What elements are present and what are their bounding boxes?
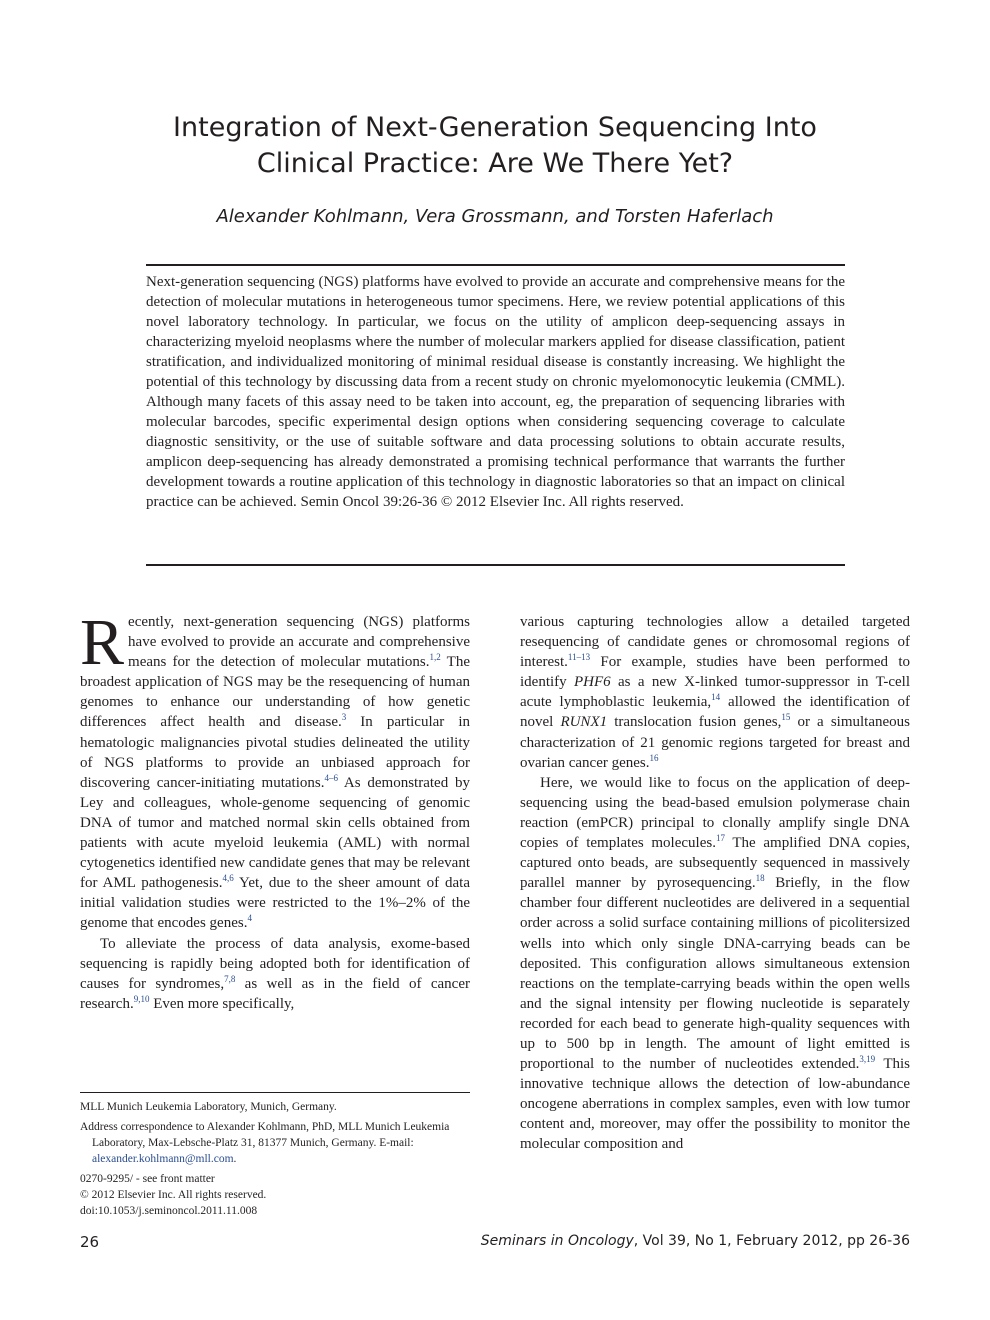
citation-ref[interactable]: 16 <box>649 752 659 763</box>
correspondence-text: Address correspondence to Alexander Kohlmann, PhD, MLL Munich Leukemia Laboratory, Max-Lebsche-Platz 31, 81377 Munich, Germany. E-mail: <box>80 1121 450 1149</box>
text-run: As demonstrated by Ley and colleagues, whole-genome sequencing of genomic DNA of tumor and matched normal skin cells obtained from patients with acute myeloid leukemia (AML) with normal cytogenetics identified new candidate genes that may be relevant for AML pathogenesis. <box>80 774 470 892</box>
citation-ref[interactable]: 4 <box>247 913 252 924</box>
text-run: various capturing technologies allow a detailed targeted resequencing of candidate genes or chromosomal regions of interest. <box>520 614 910 671</box>
abstract-citation: Semin Oncol 39:26-36 © 2012 Elsevier Inc. All rights reserved. <box>300 494 684 510</box>
footnotes <box>80 1099 470 1219</box>
drop-cap: R <box>80 606 125 679</box>
paragraph-exome <box>80 934 470 1014</box>
body-column-left <box>80 606 470 1014</box>
text-run: ecently, next-generation sequencing (NGS) platforms have evolved to provide an accurate and comprehensive means for the detection of molecular mutations. <box>128 614 470 671</box>
text-run: The broadest application of NGS may be the resequencing of human genomes to enhance our understanding of how genetic differences affect health and disease. <box>80 654 470 731</box>
citation-ref[interactable]: 7,8 <box>224 973 236 984</box>
issn: 0270-9295/ - see front matter <box>80 1173 215 1185</box>
text-run: Briefly, in the flow chamber four different nucleotides are delivered in a sequential order across a solid surface containing millions of picolitersized wells into which only single DNA-carrying beads can be deposited. This configuration allows simultaneous extension reactions on the template-carrying beads within the open wells and the signal intensity per flowing nucleotide is separately recorded for each bead to generate high-quality sequences with up to 500 bp in length. The amount of light emitted is proportional to the number of nucleotides extended. <box>520 875 910 1073</box>
text-run: In particular in hematologic malignancies pivotal studies delineated the utility of NGS platforms to provide an unbiased approach for discovering cancer-initiating mutations. <box>80 714 470 791</box>
page-number: 26 <box>80 1233 100 1251</box>
citation-ref[interactable]: 3 <box>341 712 347 723</box>
citation-ref[interactable]: 4,6 <box>222 873 234 884</box>
affiliation: MLL Munich Leukemia Laboratory, Munich, Germany. <box>80 1101 337 1113</box>
text-run: Yet, due to the sheer amount of data initial validation studies were restricted to the 1%–2% of the genome that encodes genes. <box>80 875 470 932</box>
paragraph-empcr <box>520 773 910 1155</box>
gene-name: RUNX1 <box>560 714 608 731</box>
gene-name: PHF6 <box>574 674 611 691</box>
citation-ref[interactable]: 1,2 <box>429 652 441 663</box>
text-run: This innovative technique allows the detection of low-abundance oncogene aberrations in complex samples, even with low tumor content and, moreover, may offer the possibility to monitor the molecular composition and <box>520 1056 910 1153</box>
citation-ref[interactable]: 11–13 <box>567 652 591 663</box>
paragraph-intro <box>80 606 470 934</box>
doi[interactable]: doi:10.1053/j.seminoncol.2011.11.008 <box>80 1205 258 1217</box>
citation-ref[interactable]: 3,19 <box>859 1054 876 1065</box>
text-run: To alleviate the process of data analysis, exome-based sequencing is rapidly being adopted both for identification of causes for syndromes, <box>80 935 470 992</box>
paragraph-capture <box>520 612 910 773</box>
abstract-top-rule <box>146 264 845 266</box>
title-line-2: Clinical Practice: Are We There Yet? <box>256 148 734 179</box>
body-column-right <box>520 612 910 1155</box>
journal-name: Seminars in Oncology <box>480 1233 634 1249</box>
running-footer <box>481 1233 910 1249</box>
article-title <box>80 110 910 182</box>
email-link[interactable]: alexander.kohlmann@mll.com <box>92 1153 234 1165</box>
correspondence-end: . <box>233 1153 237 1165</box>
citation-ref[interactable]: 14 <box>711 692 721 703</box>
text-run: or a simultaneous characterization of 21 genomic regions targeted for breast and ovarian cancer genes. <box>520 714 910 771</box>
copyright: © 2012 Elsevier Inc. All rights reserved. <box>80 1189 267 1201</box>
title-line-1: Integration of Next-Generation Sequencing Into <box>173 112 817 143</box>
citation-ref[interactable]: 4–6 <box>324 772 338 783</box>
citation-ref[interactable]: 15 <box>781 712 791 723</box>
citation-ref[interactable]: 9,10 <box>133 993 150 1004</box>
footnote-rule <box>80 1092 470 1093</box>
text-run: Even more specifically, <box>149 995 295 1012</box>
abstract <box>146 272 845 512</box>
author-list: Alexander Kohlmann, Vera Grossmann, and Torsten Haferlach <box>216 206 774 227</box>
text-run: as a new X-linked tumor-suppressor in T-cell acute lymphoblastic leukemia, <box>520 674 910 711</box>
text-run: allowed the identification of novel <box>520 694 911 731</box>
correspondence <box>80 1119 470 1167</box>
issue-info: , Vol 39, No 1, February 2012, pp 26-36 <box>633 1233 910 1249</box>
citation-ref[interactable]: 17 <box>715 833 725 844</box>
text-run: For example, studies have been performed to identify <box>520 654 910 691</box>
text-run: translocation fusion genes, <box>607 714 782 731</box>
abstract-bottom-rule <box>146 564 845 566</box>
text-run: Here, we would like to focus on the application of deep-sequencing using the bead-based emulsion polymerase chain reaction (emPCR) principal to clonally amplify single DNA copies of templates molecules. <box>520 774 910 852</box>
text-run: The amplified DNA copies, captured onto beads, are subsequently sequenced in massively parallel manner by pyrosequencing. <box>520 835 910 892</box>
citation-ref[interactable]: 18 <box>755 873 765 884</box>
abstract-text: Next-generation sequencing (NGS) platforms have evolved to provide an accurate and comprehensive means for the detection of molecular mutations in heterogeneous tumor specimens. Here, we review potential applications of this novel laboratory technology. In particular, we focus on the utility of amplicon deep-sequencing assays in characterizing myeloid neoplasms where the number of molecular markers applied for disease classification, patient stratification, and individualized monitoring of minimal residual disease is constantly increasing. We highlight the potential of this technology by discussing data from a recent study on chronic myelomonocytic leukemia (CMML). Although many facets of this assay need to be taken into account, eg, the preparation of sequencing libraries with molecular barcodes, specific experimental design options when considering sequencing coverage to calculate diagnostic sensitivity, or the use of suitable software and data processing solutions to obtain accurate results, amplicon deep-sequencing has already demonstrated a promising technical performance that warrants the further development towards a routine application of this technology in diagnostic laboratories so that an impact on clinical practice can be achieved. <box>146 274 845 510</box>
text-run: as well as in the field of cancer research. <box>80 975 470 1012</box>
